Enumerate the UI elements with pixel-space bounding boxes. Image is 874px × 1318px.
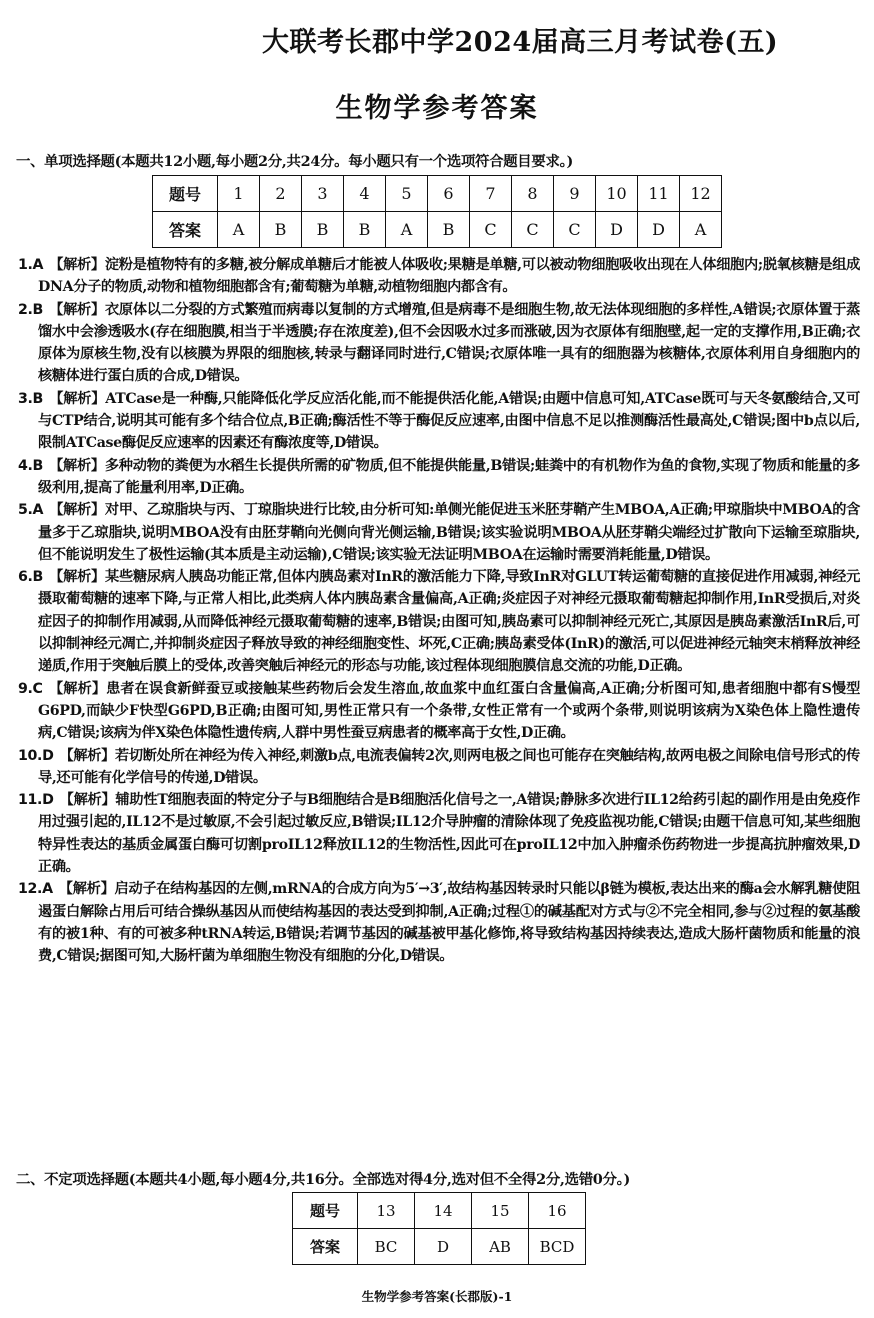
explanation-text: 某些糖尿病人胰岛功能正常,但体内胰岛素对InR的激活能力下降,导致InR对GLUT转运葡萄糖的直接促进作用减弱,神经元摄取葡萄糖的速率下降,与正常人相比,此类病人体内胰岛素含量偏高,A正确;炎症因子对神经元摄取葡萄糖起抑制作用,InR受损后,对炎症因子的抑制作用减弱,从而降低神经元摄取葡萄糖的速率,B错误;由图可知,胰岛素可以抑制神经元死亡,其原因是胰岛素激活InR后,可以抑制神经元凋亡,并抑制炎症因子释放导致的神经细胞变性、坏死,C正确;胰岛素受体(InR)的激活,可以促进神经元轴突末梢释放神经递质,作用于突触后膜上的受体,改善突触后神经元的形态与功能,该过程体现细胞膜信息交流的功能,D正确。 <box>38 569 860 675</box>
question-number-cell: 7 <box>470 176 512 212</box>
row-label-answer: 答案 <box>153 212 218 248</box>
explanation-item <box>18 388 860 455</box>
section2-heading: 二、不定项选择题(本题共4小题,每小题4分,共16分。全部选对得4分,选对但不全得2分,选错0分。) <box>16 1171 631 1188</box>
explanation-number: 5.A <box>18 502 44 519</box>
answer-cell: B <box>302 212 344 248</box>
explanation-tag: 【解析】 <box>59 747 116 764</box>
answer-cell: D <box>596 212 638 248</box>
answer-cell: A <box>218 212 260 248</box>
question-number-cell: 4 <box>344 176 386 212</box>
question-number-cell: 3 <box>302 176 344 212</box>
explanation-text: 淀粉是植物特有的多糖,被分解成单糖后才能被人体吸收;果糖是单糖,可以被动物细胞吸收出现在人体细胞内;脱氧核糖是组成DNA分子的物质,动物和植物细胞都含有;葡萄糖为单糖,动植物细胞内都含有。 <box>38 257 860 296</box>
table-row-numbers <box>293 1193 586 1229</box>
explanation-item <box>18 789 860 878</box>
explanation-tag: 【解析】 <box>49 390 106 407</box>
section2-answer-table <box>292 1192 586 1265</box>
section1-heading: 一、单项选择题(本题共12小题,每小题2分,共24分。每小题只有一个选项符合题目要求。) <box>16 153 573 170</box>
explanation-text: 若切断处所在神经为传入神经,刺激b点,电流表偏转2次,则两电极之间也可能存在突触结构,故两电极之间除电信号形式的传导,还可能有化学信号的传递,D错误。 <box>38 747 860 786</box>
explanation-tag: 【解析】 <box>59 792 116 809</box>
answer-cell: D <box>638 212 680 248</box>
answer-cell: A <box>680 212 722 248</box>
explanation-text: 辅助性T细胞表面的特定分子与B细胞结合是B细胞活化信号之一,A错误;静脉多次进行IL12给药引起的副作用是由免疫作用过强引起的,IL12不是过敏原,不会引起过敏反应,B错误;IL12介导肿瘤的清除体现了免疫监视功能,C错误;由题干信息可知,某些细胞特异性表达的基质金属蛋白酶可切割proIL12释放IL12的生物活性,因此可在proIL12中加入肿瘤杀伤药物进一步提高抗肿瘤效果,D正确。 <box>38 792 860 876</box>
answer-cell: A <box>386 212 428 248</box>
row-label-number: 题号 <box>293 1193 358 1229</box>
table-row-numbers <box>153 176 722 212</box>
explanation-number: 12.A <box>18 881 53 898</box>
explanation-text: 对甲、乙琼脂块与丙、丁琼脂块进行比较,由分析可知:单侧光能促进玉米胚芽鞘产生MBOA,A正确;甲琼脂块中MBOA的含量多于乙琼脂块,说明MBOA没有由胚芽鞘向光侧向背光侧运输,B错误;该实验说明MBOA从胚芽鞘尖端经过扩散向下运输至琼脂块,但不能说明发生了极性运输(其本质是主动运输),C错误;该实验无法证明MBOA在运输时需要消耗能量,D错误。 <box>38 502 860 563</box>
answer-cell: B <box>344 212 386 248</box>
question-number-cell: 12 <box>680 176 722 212</box>
explanation-item <box>18 566 860 677</box>
explanation-item <box>18 254 860 299</box>
answer-cell: BC <box>358 1229 415 1265</box>
answer-cell: C <box>554 212 596 248</box>
question-number-cell: 5 <box>386 176 428 212</box>
row-label-answer: 答案 <box>293 1229 358 1265</box>
explanation-tag: 【解析】 <box>49 569 106 586</box>
explanation-item <box>18 455 860 500</box>
explanation-text: 患者在误食新鲜蚕豆或接触某些药物后会发生溶血,故血浆中血红蛋白含量偏高,A正确;分析图可知,患者细胞中都有S慢型G6PD,而缺少F快型G6PD,B正确;由图可知,男性正常只有一个条带,女性正常有一个或两个条带,则说明该病为X染色体上隐性遗传病,C错误;该病为伴X染色体隐性遗传病,人群中男性蚕豆病患者的概率高于女性,D正确。 <box>38 680 860 742</box>
explanation-number: 6.B <box>18 569 44 586</box>
explanation-list <box>18 254 860 968</box>
question-number-cell: 8 <box>512 176 554 212</box>
header-brand-line: 大联考长郡中学2024届高三月考试卷(五) <box>262 27 779 58</box>
answer-cell: BCD <box>529 1229 586 1265</box>
row-label-number: 题号 <box>153 176 218 212</box>
question-number-cell: 13 <box>358 1193 415 1229</box>
explanation-text: 启动子在结构基因的左侧,mRNA的合成方向为5′→3′,故结构基因转录时只能以β链为模板,表达出来的酶a会水解乳糖使阻遏蛋白解除占用后可结合操纵基因从而使结构基因的表达受到抑制,A正确;过程①的碱基配对方式与②不完全相同,参与②过程的氨基酸有的被1种、有的可被多种tRNA转运,B错误;若调节基因的碱基被甲基化修饰,将导致结构基因持续表达,造成大肠杆菌物质和能量的浪费,C错误;据图可知,大肠杆菌为单细胞生物没有细胞的分化,D错误。 <box>38 881 860 965</box>
question-number-cell: 6 <box>428 176 470 212</box>
question-number-cell: 9 <box>554 176 596 212</box>
explanation-number: 1.A <box>18 257 44 273</box>
page-title: 生物学参考答案 <box>335 93 539 124</box>
explanation-item <box>18 745 860 790</box>
section1-answer-table <box>152 175 722 248</box>
table-row-answers <box>153 212 722 248</box>
answer-cell: C <box>512 212 554 248</box>
answer-cell: B <box>260 212 302 248</box>
explanation-number: 9.C <box>18 680 43 697</box>
explanation-item <box>18 299 860 388</box>
question-number-cell: 10 <box>596 176 638 212</box>
explanation-tag: 【解析】 <box>49 502 105 519</box>
question-number-cell: 14 <box>415 1193 472 1229</box>
explanation-item <box>18 878 860 967</box>
question-number-cell: 2 <box>260 176 302 212</box>
explanation-tag: 【解析】 <box>48 680 107 697</box>
explanation-item <box>18 678 860 745</box>
explanation-tag: 【解析】 <box>49 457 105 474</box>
explanation-number: 3.B <box>18 390 44 407</box>
explanation-text: ATCase是一种酶,只能降低化学反应活化能,而不能提供活化能,A错误;由题中信息可知,ATCase既可与天冬氨酸结合,又可与CTP结合,说明其可能有多个结合位点,B正确;酶活性不等于酶促反应速率,由图中信息不足以推测酶活性最高处,C错误;图中b点以后,限制ATCase酶促反应速率的因素还有酶浓度等,D错误。 <box>38 390 860 452</box>
explanation-tag: 【解析】 <box>49 257 105 273</box>
question-number-cell: 1 <box>218 176 260 212</box>
table-row-answers <box>293 1229 586 1265</box>
question-number-cell: 15 <box>472 1193 529 1229</box>
question-number-cell: 16 <box>529 1193 586 1229</box>
explanation-number: 11.D <box>18 792 54 809</box>
answer-cell: AB <box>472 1229 529 1265</box>
explanation-number: 10.D <box>18 747 54 764</box>
answer-cell: B <box>428 212 470 248</box>
explanation-number: 2.B <box>18 301 44 318</box>
question-number-cell: 11 <box>638 176 680 212</box>
explanation-number: 4.B <box>18 457 44 474</box>
explanation-item <box>18 499 860 566</box>
explanation-tag: 【解析】 <box>49 301 105 318</box>
explanation-tag: 【解析】 <box>58 881 115 898</box>
explanation-text: 多种动物的粪便为水稻生长提供所需的矿物质,但不能提供能量,B错误;蛙粪中的有机物作为鱼的食物,实现了物质和能量的多级利用,提高了能量利用率,D正确。 <box>38 457 860 496</box>
explanation-text: 衣原体以二分裂的方式繁殖而病毒以复制的方式增殖,但是病毒不是细胞生物,故无法体现细胞的多样性,A错误;衣原体置于蒸馏水中会渗透吸水(存在细胞膜,相当于半透膜;存在浓度差),但不会因吸水过多而涨破,因为衣原体有细胞壁,起一定的支撑作用,B正确;衣原体为原核生物,没有以核膜为界限的细胞核,转录与翻译同时进行,C错误;衣原体唯一具有的细胞器为核糖体,衣原体利用自身细胞内的核糖体进行蛋白质的合成,D错误。 <box>38 301 860 385</box>
answer-cell: D <box>415 1229 472 1265</box>
answer-cell: C <box>470 212 512 248</box>
page-footer: 生物学参考答案(长郡版)-1 <box>361 1289 513 1304</box>
